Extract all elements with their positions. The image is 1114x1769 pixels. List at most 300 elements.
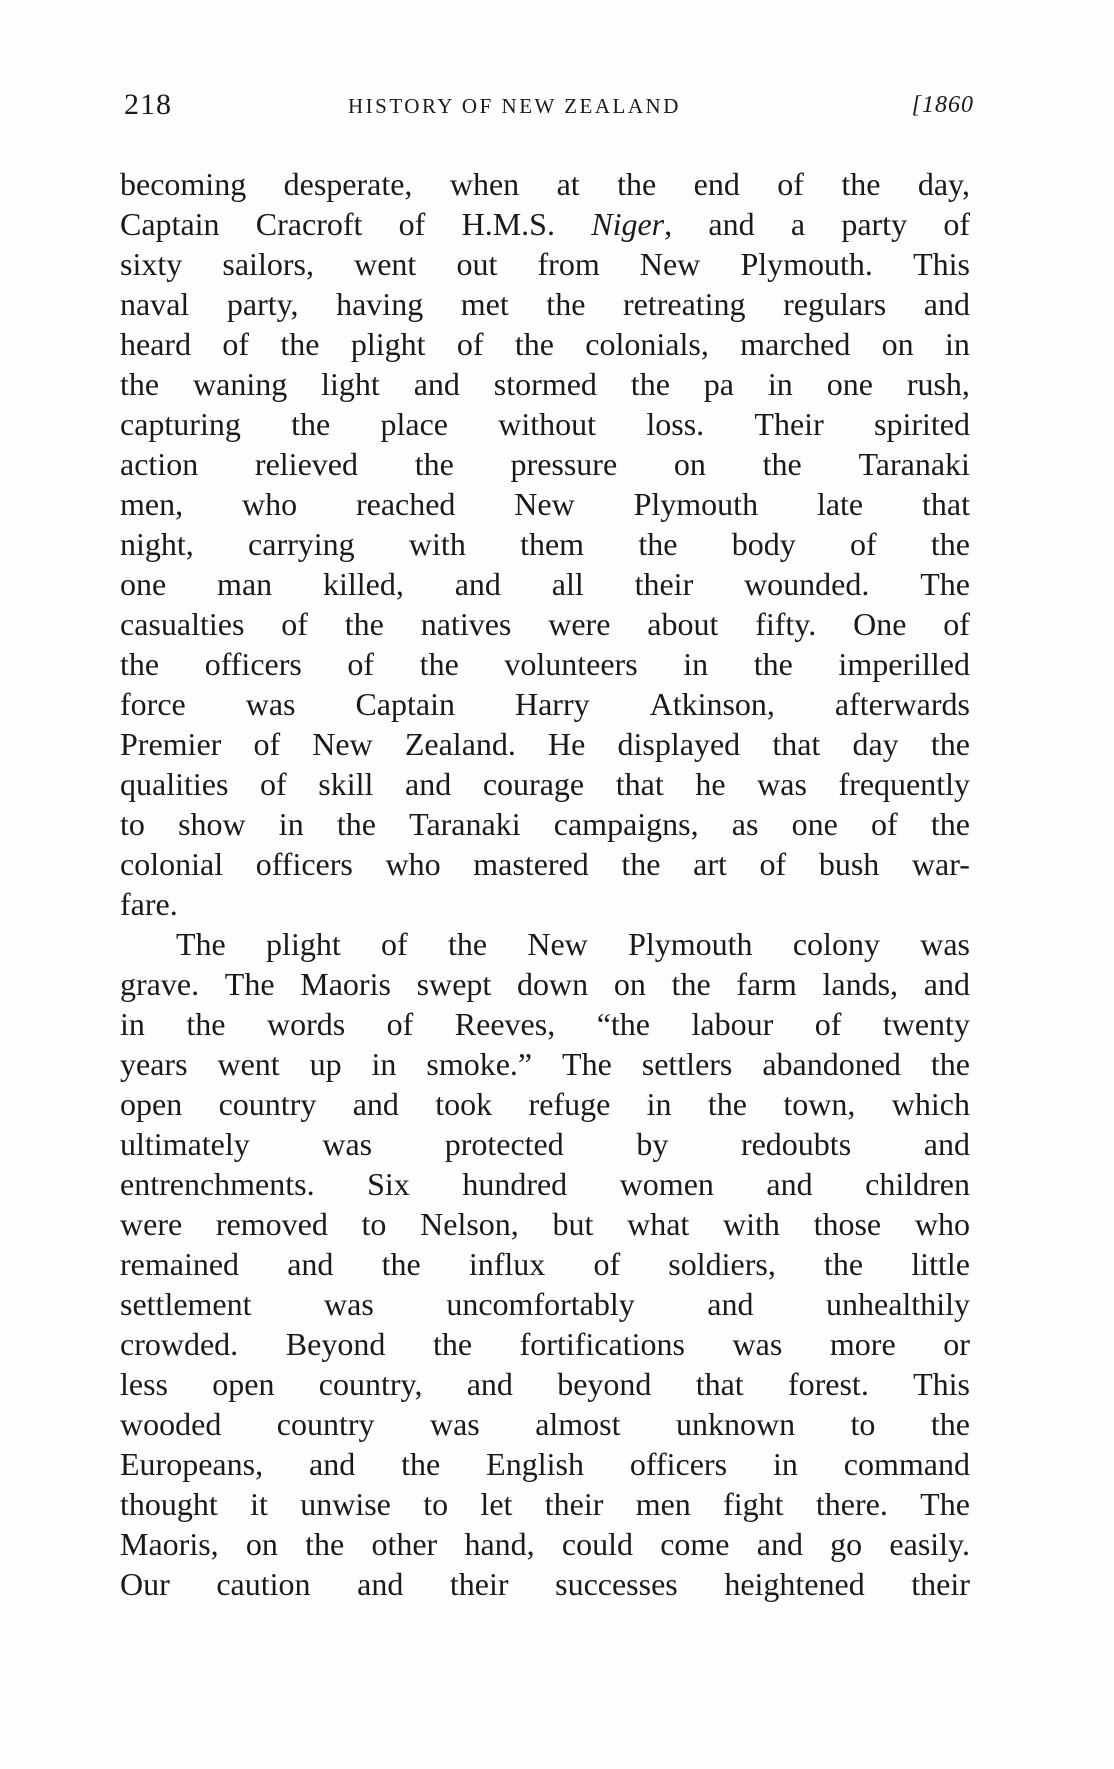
word: H.M.S.: [461, 206, 555, 242]
word: them: [520, 526, 585, 562]
word: uncomfortably: [446, 1286, 635, 1322]
word: with: [408, 526, 466, 562]
word: the: [447, 926, 488, 962]
text-line: [120, 644, 970, 684]
word: country: [218, 1086, 317, 1122]
word: were: [120, 1206, 183, 1242]
word: New: [527, 926, 588, 962]
running-year: [1860: [911, 92, 974, 118]
word: the: [280, 326, 320, 362]
word: afterwards: [834, 686, 970, 722]
word: the: [291, 406, 331, 442]
word: of: [943, 606, 970, 642]
word: more: [829, 1326, 896, 1362]
word: desperate,: [283, 166, 413, 202]
word: of: [260, 766, 287, 802]
word: naval: [120, 286, 190, 322]
word: fifty.: [755, 606, 817, 642]
word: This: [913, 246, 970, 282]
word: Captain: [355, 686, 455, 722]
word: town,: [783, 1086, 856, 1122]
text-line: [120, 244, 970, 284]
word: One: [853, 606, 907, 642]
word: he: [695, 766, 726, 802]
word: and: [413, 366, 460, 402]
word: was: [920, 926, 970, 962]
word: of: [849, 526, 877, 562]
word: the: [762, 446, 802, 482]
word: New: [514, 486, 575, 522]
word: plight: [266, 926, 341, 962]
text-line: [120, 204, 970, 244]
word: The: [920, 566, 970, 602]
word: and: [352, 1086, 399, 1122]
running-head: [124, 88, 974, 128]
word: war-: [911, 846, 970, 882]
word: rush,: [906, 366, 970, 402]
word: New: [639, 246, 701, 282]
word: casualties: [120, 606, 245, 642]
word: of: [814, 1006, 842, 1042]
word: beyond: [557, 1366, 652, 1402]
word: plight: [350, 326, 426, 362]
text-line: [120, 764, 970, 804]
word: becoming: [120, 166, 247, 202]
word: officers: [255, 846, 353, 882]
text-line: [120, 1284, 970, 1324]
text-line: [120, 684, 970, 724]
word: the: [546, 286, 586, 322]
word: their: [634, 566, 694, 602]
text-line: [120, 1324, 970, 1364]
word: in: [371, 1046, 397, 1082]
word: men: [635, 1486, 691, 1522]
word: fight: [723, 1486, 784, 1522]
word: their: [911, 1566, 970, 1602]
word: the: [344, 606, 384, 642]
text-line: [120, 1004, 970, 1044]
word: at: [556, 166, 580, 202]
word: the: [930, 1046, 970, 1082]
word: Maoris: [300, 966, 391, 1002]
word: but: [552, 1206, 594, 1242]
text-line: [120, 964, 970, 1004]
word: years: [120, 1046, 188, 1082]
word: Harry: [514, 686, 590, 722]
word: and: [923, 1126, 970, 1162]
word: to: [850, 1406, 876, 1442]
word: who: [241, 486, 298, 522]
word: New: [312, 726, 373, 762]
text-line: [120, 1244, 970, 1284]
text-line: [120, 1204, 970, 1244]
word: could: [561, 1526, 633, 1562]
word: heard: [120, 326, 192, 362]
text-line: [120, 1404, 970, 1444]
word: Premier: [120, 726, 222, 762]
word: the: [841, 166, 881, 202]
word: the: [419, 646, 459, 682]
word: the: [514, 326, 554, 362]
word: with: [722, 1206, 780, 1242]
word: that: [615, 766, 664, 802]
word: Niger,: [591, 206, 673, 242]
word: little: [911, 1246, 970, 1282]
word: less: [120, 1366, 168, 1402]
word: of: [777, 166, 804, 202]
word: This: [913, 1366, 970, 1402]
word: of: [253, 726, 281, 762]
word: go: [830, 1526, 863, 1562]
word: killed,: [322, 566, 404, 602]
word: one: [826, 366, 873, 402]
word: the: [617, 166, 657, 202]
word: imperilled: [838, 646, 970, 682]
word: campaigns,: [553, 806, 699, 842]
word: of: [759, 846, 787, 882]
word: it: [250, 1486, 268, 1522]
word: swept: [416, 966, 492, 1002]
word: other: [371, 1526, 438, 1562]
word: to: [361, 1206, 387, 1242]
word: Six: [367, 1166, 410, 1202]
word: body: [731, 526, 796, 562]
word: their: [449, 1566, 509, 1602]
word: displayed: [617, 726, 741, 762]
word: Taranaki: [858, 446, 970, 482]
word: lands,: [822, 966, 899, 1002]
word: the: [671, 966, 711, 1002]
word: protected: [444, 1126, 564, 1162]
word: sailors,: [222, 246, 314, 282]
word: light: [321, 366, 380, 402]
word: The: [562, 1046, 612, 1082]
word: wooded: [120, 1406, 222, 1442]
word: the: [381, 1246, 421, 1282]
word: soldiers,: [668, 1246, 776, 1282]
word: in: [767, 366, 793, 402]
word: heightened: [724, 1566, 865, 1602]
word: pa: [703, 366, 734, 402]
text-line: [120, 284, 970, 324]
word: and: [923, 966, 970, 1002]
word: was: [322, 1126, 373, 1162]
text-line: [120, 524, 970, 564]
word: down: [517, 966, 589, 1002]
word: party: [841, 206, 908, 242]
word: art: [693, 846, 727, 882]
word: Maoris,: [120, 1526, 219, 1562]
word: hundred: [462, 1166, 568, 1202]
word: settlement: [120, 1286, 252, 1322]
text-line: [120, 1444, 970, 1484]
word: the: [930, 1406, 970, 1442]
word: grave.: [120, 966, 200, 1002]
word: remained: [120, 1246, 240, 1282]
word: in: [683, 646, 709, 682]
word: as: [731, 806, 759, 842]
word: Taranaki: [409, 806, 521, 842]
word: caution: [216, 1566, 311, 1602]
running-title: HISTORY OF NEW ZEALAND: [348, 94, 681, 118]
word: that: [922, 486, 970, 522]
text-line: [120, 804, 970, 844]
word: of: [870, 806, 898, 842]
word: carrying: [248, 526, 355, 562]
text-line: [120, 364, 970, 404]
text-line: [120, 844, 970, 884]
word: reached: [355, 486, 456, 522]
word: mastered: [473, 846, 589, 882]
word: the: [414, 446, 454, 482]
word: of: [456, 326, 484, 362]
word: successes: [555, 1566, 678, 1602]
word: colony: [792, 926, 880, 962]
word: qualities: [120, 766, 229, 802]
word: Atkinson,: [649, 686, 775, 722]
word: twenty: [882, 1006, 970, 1042]
word: late: [816, 486, 864, 522]
word: having: [336, 286, 424, 322]
word: natives: [420, 606, 512, 642]
word: of: [398, 206, 426, 242]
word: on: [881, 326, 914, 362]
word: day: [852, 726, 899, 762]
word: entrenchments.: [120, 1166, 315, 1202]
word: The: [224, 966, 275, 1002]
word: and: [454, 566, 501, 602]
word: went: [354, 246, 417, 282]
word: and: [287, 1246, 334, 1282]
word: was: [757, 766, 807, 802]
word: men,: [120, 486, 184, 522]
word: words: [266, 1006, 346, 1042]
word: bush: [818, 846, 880, 882]
word: frequently: [838, 766, 970, 802]
word: the: [930, 806, 970, 842]
word: was: [732, 1326, 783, 1362]
paragraph: [120, 164, 970, 924]
word: without: [498, 406, 597, 442]
word: let: [480, 1486, 513, 1522]
word: in: [120, 1006, 145, 1042]
word: Their: [754, 406, 824, 442]
word: of: [593, 1246, 621, 1282]
word: Reeves,: [454, 1006, 556, 1042]
text-line: [120, 884, 970, 924]
word: was: [429, 1406, 480, 1442]
word: unknown: [675, 1406, 796, 1442]
word: ultimately: [120, 1126, 250, 1162]
word: of: [281, 606, 308, 642]
word: the: [930, 726, 970, 762]
word: on: [613, 966, 646, 1002]
word: the: [401, 1446, 441, 1482]
word: almost: [535, 1406, 621, 1442]
word: the: [707, 1086, 747, 1122]
word: place: [380, 406, 448, 442]
word: Plymouth: [633, 486, 759, 522]
word: who: [914, 1206, 970, 1242]
text-line: [120, 1484, 970, 1524]
word: from: [537, 246, 600, 282]
word: regulars: [783, 286, 887, 322]
page-number: 218: [124, 88, 172, 121]
word: relieved: [254, 446, 358, 482]
word: the: [305, 1526, 345, 1562]
word: one: [120, 566, 167, 602]
word: their: [544, 1486, 604, 1522]
word: women: [619, 1166, 714, 1202]
text-line: [120, 444, 970, 484]
word: and: [708, 206, 755, 242]
word: the: [824, 1246, 864, 1282]
word: wounded.: [744, 566, 870, 602]
word: country,: [318, 1366, 423, 1402]
word: country: [276, 1406, 375, 1442]
word: sixty: [120, 246, 183, 282]
word: when: [449, 166, 520, 202]
word: about: [647, 606, 719, 642]
word: man: [217, 566, 273, 602]
word: open: [212, 1366, 275, 1402]
word: or: [943, 1326, 970, 1362]
text-line: [120, 404, 970, 444]
word: marched: [740, 326, 851, 362]
word: and: [756, 1526, 803, 1562]
word: stormed: [493, 366, 597, 402]
word: unhealthily: [826, 1286, 970, 1322]
word: the: [120, 366, 160, 402]
text-line: [120, 1524, 970, 1564]
word: Cracroft: [255, 206, 363, 242]
word: refuge: [528, 1086, 611, 1122]
word: thought: [120, 1486, 218, 1522]
word: on: [245, 1526, 278, 1562]
word: took: [435, 1086, 493, 1122]
word: Zealand.: [404, 726, 516, 762]
word: by: [636, 1126, 669, 1162]
word: forest.: [787, 1366, 869, 1402]
word: The: [176, 926, 226, 962]
word: labour: [691, 1006, 774, 1042]
word: in: [772, 1446, 798, 1482]
word: capturing: [120, 406, 241, 442]
text-line: [120, 324, 970, 364]
word: day,: [917, 166, 970, 202]
word: Europeans,: [120, 1446, 264, 1482]
word: waning: [193, 366, 288, 402]
text-line: [120, 924, 970, 964]
word: those: [813, 1206, 882, 1242]
word: the: [621, 846, 661, 882]
text-line: [120, 484, 970, 524]
word: which: [891, 1086, 970, 1122]
word: one: [791, 806, 838, 842]
word: unwise: [300, 1486, 391, 1522]
text-line: [120, 564, 970, 604]
word: in: [278, 806, 304, 842]
word: that: [772, 726, 821, 762]
word: of: [222, 326, 250, 362]
word: and: [923, 286, 970, 322]
word: influx: [468, 1246, 546, 1282]
word: open: [120, 1086, 183, 1122]
word: crowded.: [120, 1326, 239, 1362]
word: courage: [482, 766, 585, 802]
word: night,: [120, 526, 194, 562]
word: up: [309, 1046, 342, 1082]
word: abandoned: [762, 1046, 901, 1082]
word: the: [432, 1326, 473, 1362]
word: all: [551, 566, 584, 602]
word: was: [324, 1286, 374, 1322]
word: and: [309, 1446, 356, 1482]
word: the: [638, 526, 678, 562]
word: the: [120, 646, 160, 682]
word: “the: [596, 1006, 650, 1042]
word: and: [766, 1166, 813, 1202]
body-text: [120, 164, 970, 1604]
word: Plymouth: [628, 926, 753, 962]
word: the: [753, 646, 793, 682]
word: the: [186, 1006, 226, 1042]
word: colonial: [120, 846, 224, 882]
word: met: [460, 286, 509, 322]
word: that: [695, 1366, 744, 1402]
text-line: [120, 1044, 970, 1084]
word: hand,: [464, 1526, 535, 1562]
word: the: [930, 526, 970, 562]
word: and: [707, 1286, 754, 1322]
word: fortifications: [519, 1326, 685, 1362]
word: officers: [204, 646, 302, 682]
word: removed: [215, 1206, 328, 1242]
word: action: [120, 446, 199, 482]
word: were: [548, 606, 611, 642]
word: fare.: [120, 886, 178, 922]
word: Nelson,: [420, 1206, 519, 1242]
word: and: [357, 1566, 404, 1602]
text-line: [120, 604, 970, 644]
word: of: [386, 1006, 414, 1042]
word: colonials,: [585, 326, 709, 362]
word: The: [920, 1486, 970, 1522]
word: of: [381, 926, 408, 962]
text-line: [120, 1084, 970, 1124]
word: officers: [629, 1446, 728, 1482]
word: children: [865, 1166, 970, 1202]
word: of: [347, 646, 375, 682]
word: easily.: [889, 1526, 970, 1562]
text-line: [120, 724, 970, 764]
word: and: [466, 1366, 513, 1402]
paragraph: [120, 924, 970, 1604]
word: settlers: [641, 1046, 733, 1082]
word: English: [486, 1446, 584, 1482]
word: retreating: [622, 286, 746, 322]
word: went: [217, 1046, 280, 1082]
text-line: [120, 1164, 970, 1204]
word: and: [405, 766, 452, 802]
word: party,: [226, 286, 299, 322]
word: on: [673, 446, 706, 482]
word: in: [945, 326, 970, 362]
word: the: [630, 366, 670, 402]
word: smoke.”: [426, 1046, 533, 1082]
word: in: [646, 1086, 672, 1122]
word: Our: [120, 1566, 170, 1602]
